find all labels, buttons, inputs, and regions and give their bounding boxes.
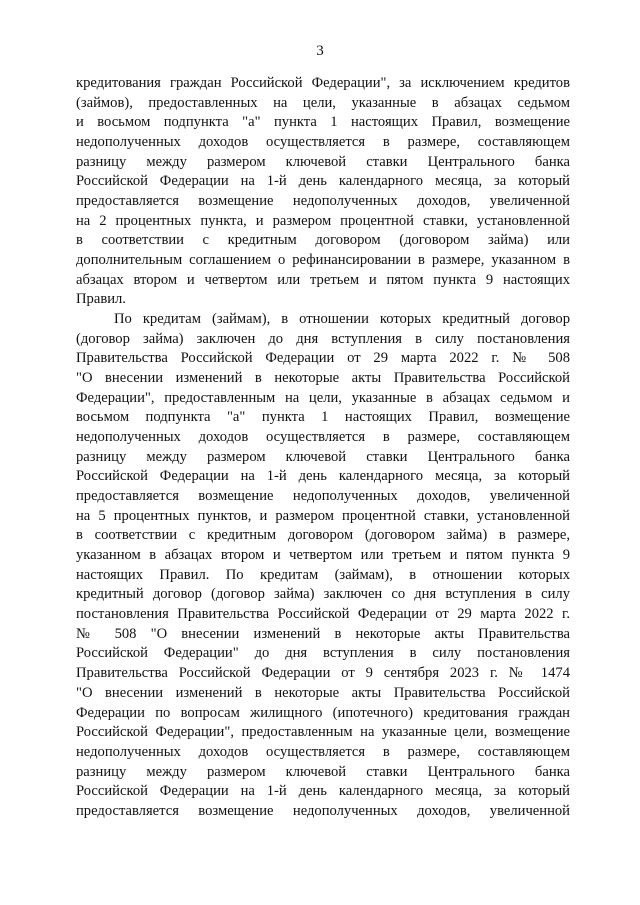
text-line: предоставляется возмещение недополученных доходов, увеличенной bbox=[76, 488, 570, 505]
text-line: Федерации", предоставленным на цели, указанные в абзацах седьмом и bbox=[76, 389, 570, 406]
text-line: недополученных доходов осуществляется в размере, составляющем bbox=[76, 134, 570, 151]
text-line: на 2 процентных пункта, и размером процентной ставки, установленной bbox=[76, 212, 570, 229]
text-line: кредитный договор (договор займа) заключен со дня вступления в силу bbox=[76, 586, 570, 603]
text-line: Российской Федерации на 1-й день календарного месяца, за который bbox=[76, 468, 570, 485]
text-line: (займов), предоставленных на цели, указанные в абзацах седьмом bbox=[76, 94, 570, 111]
text-line: восьмом подпункта "а" пункта 1 настоящих Правил, возмещение bbox=[76, 409, 570, 426]
text-line: абзацах втором и четвертом или третьем и пятом пункта 9 настоящих bbox=[76, 271, 570, 288]
text-line: Российской Федерации" до дня вступления в силу постановления bbox=[76, 645, 570, 662]
text-line: Российской Федерации на 1-й день календарного месяца, за который bbox=[76, 173, 570, 190]
text-line: разницу между размером ключевой ставки Центрального банка bbox=[76, 448, 570, 465]
text-line: Правительства Российской Федерации от 9 сентября 2023 г. № 1474 bbox=[76, 665, 570, 682]
text-line: настоящих Правил. По кредитам (займам), в отношении которых bbox=[76, 566, 570, 583]
text-line: кредитования граждан Российской Федерации", за исключением кредитов bbox=[76, 75, 570, 91]
text-line: дополнительным соглашением о рефинансировании в размере, указанном в bbox=[76, 252, 570, 269]
text-line: "О внесении изменений в некоторые акты Правительства Российской bbox=[76, 370, 570, 387]
page-number: 3 bbox=[316, 43, 324, 59]
text-line: и восьмом подпункта "а" пункта 1 настоящих Правил, возмещение bbox=[76, 114, 570, 131]
text-line: (договор займа) заключен до дня вступления в силу постановления bbox=[76, 330, 570, 347]
text-line: предоставляется возмещение недополученных доходов, увеличенной bbox=[76, 193, 570, 210]
text-line: на 5 процентных пунктов, и размером процентной ставки, установленной bbox=[76, 507, 570, 524]
text-line: недополученных доходов осуществляется в размере, составляющем bbox=[76, 743, 570, 760]
body-text bbox=[76, 74, 570, 822]
text-line: "О внесении изменений в некоторые акты Правительства Российской bbox=[76, 684, 570, 701]
text-line: в соответствии с кредитным договором (договором займа) в размере, bbox=[76, 527, 570, 544]
text-line: Федерации по вопросам жилищного (ипотечного) кредитования граждан bbox=[76, 704, 570, 721]
text-line: Российской Федерации", предоставленным на указанные цели, возмещение bbox=[76, 724, 570, 741]
text-line: Российской Федерации на 1-й день календарного месяца, за который bbox=[76, 783, 570, 800]
text-line: в соответствии с кредитным договором (договором займа) или bbox=[76, 232, 570, 249]
text-line: № 508 "О внесении изменений в некоторые акты Правительства bbox=[76, 625, 570, 642]
text-line: недополученных доходов осуществляется в размере, составляющем bbox=[76, 429, 570, 446]
text-line: разницу между размером ключевой ставки Центрального банка bbox=[76, 153, 570, 170]
text-line: разницу между размером ключевой ставки Центрального банка bbox=[76, 763, 570, 780]
text-line: предоставляется возмещение недополученных доходов, увеличенной bbox=[76, 802, 570, 819]
text-line: Правительства Российской Федерации от 29 марта 2022 г. № 508 bbox=[76, 350, 570, 367]
text-line: постановления Правительства Российской Федерации от 29 марта 2022 г. bbox=[76, 606, 570, 623]
text-line: Правил. bbox=[76, 291, 126, 308]
paragraph-first-line: По кредитам (займам), в отношении которых кредитный договор bbox=[114, 311, 570, 328]
text-line: указанном в абзацах втором и четвертом или третьем и пятом пункта 9 bbox=[76, 547, 570, 564]
